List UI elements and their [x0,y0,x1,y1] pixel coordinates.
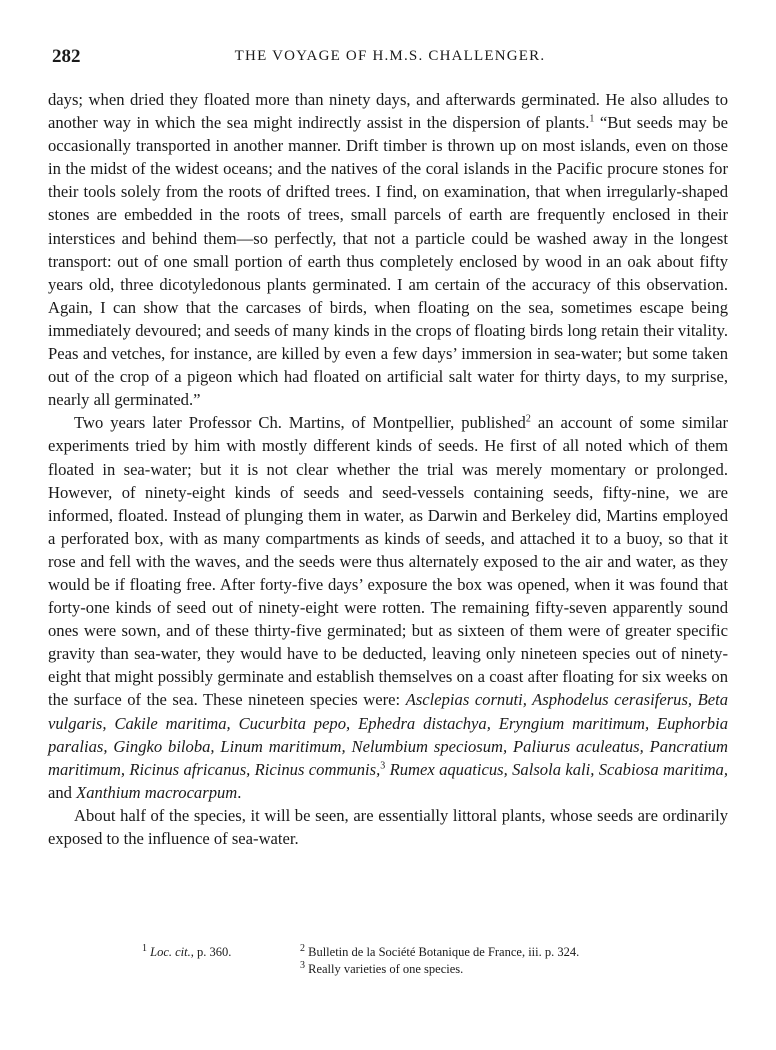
footnote-1-marker: 1 [142,942,147,954]
species-list-c: Xanthium macrocarpum [76,782,238,802]
footnote-3-marker: 3 [300,959,305,971]
paragraph-2-end: . [237,782,242,802]
footnote-1-rest: , p. 360. [190,945,232,959]
paragraph-2 [48,411,728,804]
page-number: 282 [52,46,81,67]
paragraph-2-text-b: an account of some similar experiments tried by him with mostly different kinds of seeds. He first of all noted which of them floated in sea-water; but it is not clear whether the trial was merely momentary or prolonged. However, of ninety-eight kinds of seeds and seed-vessels containing seeds, fifty-nine, we are informed, floated. Instead of plunging them in water, as Darwin and Berkeley did, Martins employed a perforated box, with as many compartments as kinds of seeds, and attached it to a buoy, so that it rose and fell with the waves, and the seeds were thus alternately exposed to the air and water, as they would be if floating free. After forty-five days’ exposure the box was opened, when it was found that forty-one kinds of seed out of ninety-eight were rotten. The remaining fifty-seven apparently sound ones were sown, and of these thirty-five germinated; but as sixteen of them were of greater specific gravity than sea-water, they would have to be deducted, leaving only nineteen species out of ninety-eight that might possibly germinate and establish themselves on a coast after floating for six weeks on the surface of the sea. These nineteen species were: [48,413,729,710]
footnote-ref-1: 1 [589,113,595,125]
footnote-row-2 [48,961,728,978]
footnote-ref-2: 2 [525,413,531,425]
species-and: and [48,782,77,802]
footnote-2 [300,944,579,961]
footnote-1 [142,944,231,961]
footnotes [48,944,728,978]
species-list-a: Asclepias cornuti, Asphodelus cerasiferus, Beta vulgaris, Cakile maritima, Cucurbita pepo, Ephedra distachya, Eryngium maritimum, Euphorbia paralias, Gingko biloba, Linum maritimum, Nelumbium speciosum, Paliurus aculeatus, Pancratium maritimum, Ricinus africanus, Ricinus communis, [48,690,728,779]
paragraph-1 [48,88,728,411]
paragraph-1-text-b: “But seeds may be occasionally transported in another manner. Drift timber is thrown up on most islands, even on those in the midst of the widest oceans; and the natives of the coral islands in the Pacific procure stones for their tools solely from the roots of drifted trees. I find, on examination, that when irregularly-shaped stones are embedded in the roots of trees, small parcels of earth are frequently enclosed in their interstices and behind them—so perfectly, that not a particle could be washed away in the longest transport: out of one small portion of earth thus completely enclosed by wood in an oak about fifty years old, three dicotyledonous plants germinated. I am certain of the accuracy of this observation. Again, I can show that the carcases of birds, when floating on the sea, sometimes escape being immediately devoured; and seeds of many kinds in the crops of floating birds long retain their vitality. Peas and vetches, for instance, are killed by even a few days’ immersion in sea-water; but some taken out of the crop of a pigeon which had floated on artificial salt water for thirty days, to my surprise, nearly all germinated.” [48,113,728,410]
page-header [52,46,728,70]
footnote-2-text: Bulletin de la Société Botanique de France, iii. p. 324. [308,945,580,959]
paragraph-1-text-a: days; when dried they floated more than ninety days, and afterwards germinated. He also alludes to another way in which the sea might indirectly assist in the dispersion of plants. [48,90,728,133]
footnote-3 [300,961,463,978]
footnote-1-ref: Loc. cit. [150,945,191,959]
paragraph-2-text-a: Two years later Professor Ch. Martins, of Montpellier, published [74,413,526,433]
footnote-3-text: Really varieties of one species. [308,962,464,976]
body-text [48,88,728,850]
species-list-b: Rumex aquaticus, Salsola kali, Scabiosa maritima, [385,759,728,779]
running-head: THE VOYAGE OF H.M.S. CHALLENGER. [234,48,546,64]
footnote-2-marker: 2 [300,942,305,954]
footnote-ref-3: 3 [380,760,386,772]
footnote-row-1 [48,944,728,961]
paragraph-3: About half of the species, it will be seen, are essentially littoral plants, whose seeds are ordinarily exposed to the influence of sea-water. [48,805,728,848]
